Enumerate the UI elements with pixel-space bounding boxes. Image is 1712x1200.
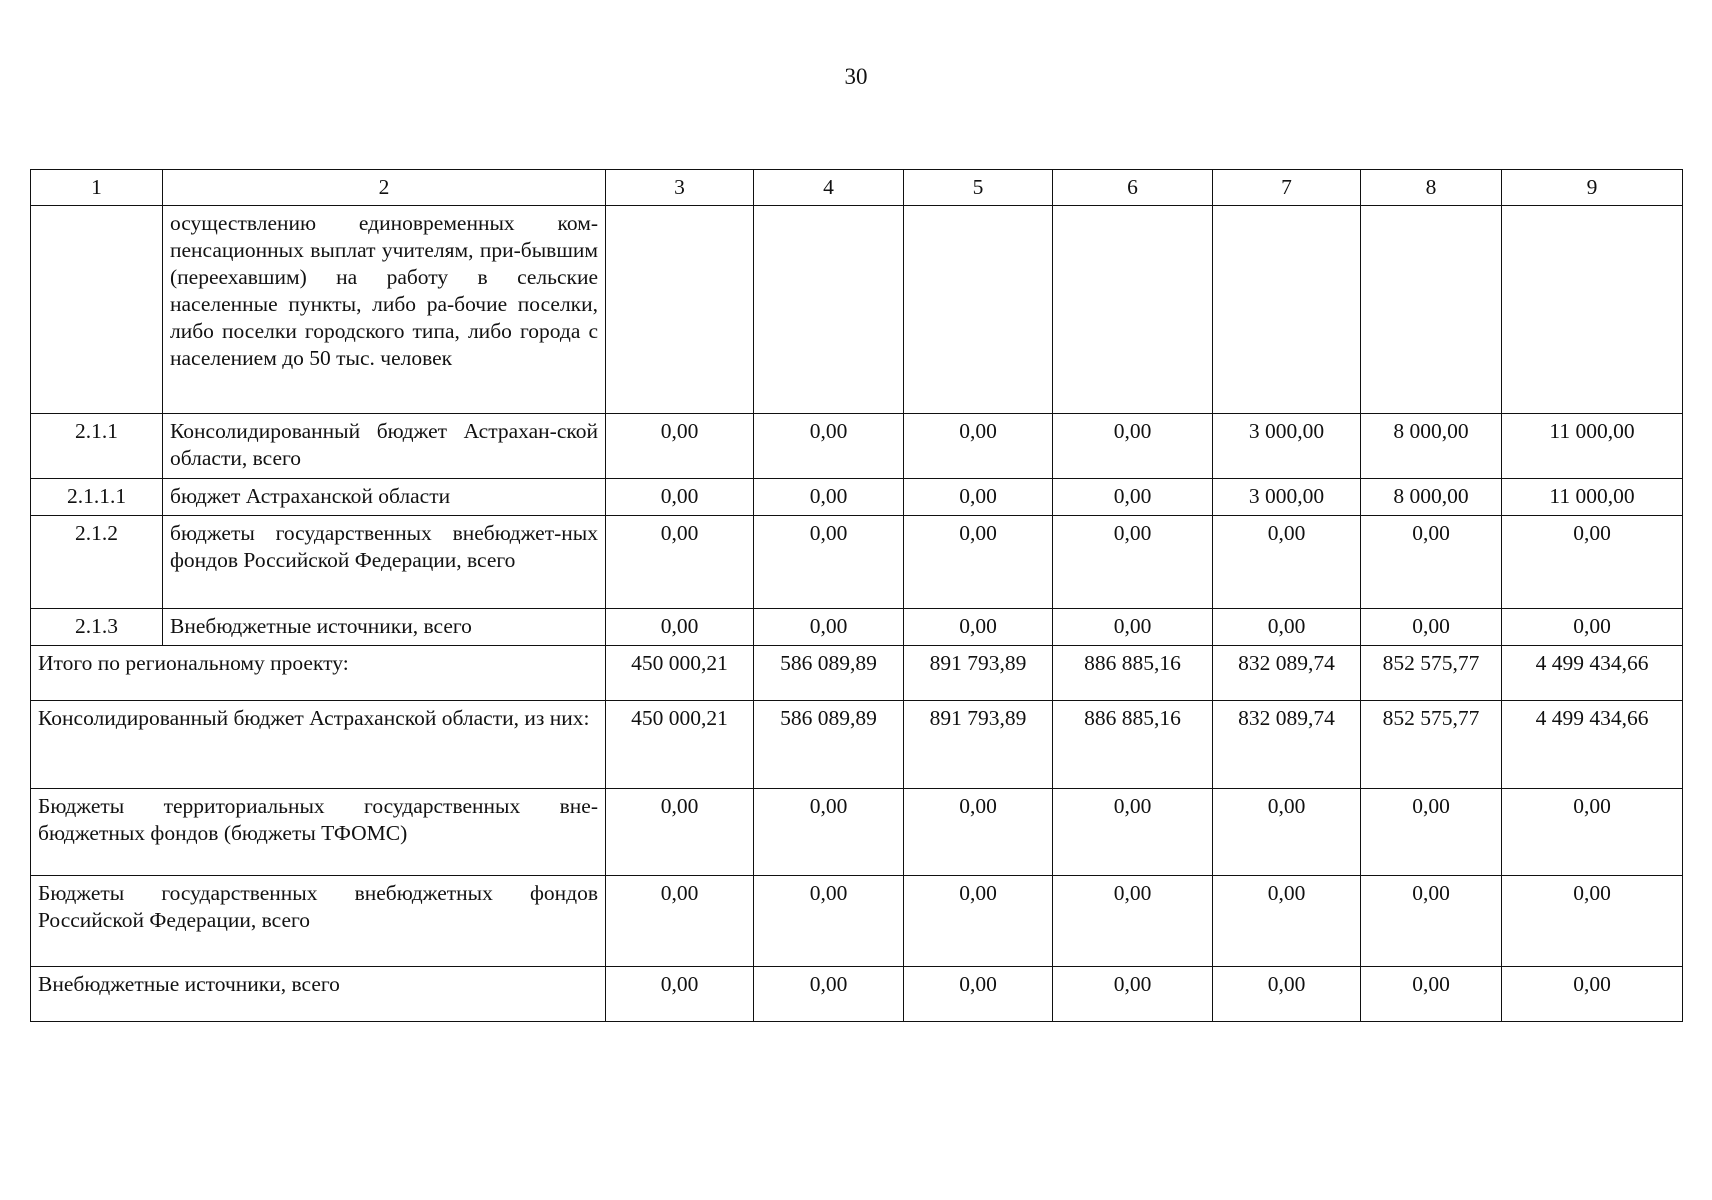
value-cell: 0,00 <box>1053 967 1213 1022</box>
value-cell: 586 089,89 <box>754 646 904 701</box>
value-cell: 0,00 <box>1361 609 1502 646</box>
value-cell: 0,00 <box>1502 876 1683 967</box>
value-cell: 832 089,74 <box>1213 646 1361 701</box>
value-cell: 0,00 <box>1053 414 1213 479</box>
value-cell: 0,00 <box>1053 609 1213 646</box>
value-cell: 0,00 <box>904 414 1053 479</box>
value-cell: 891 793,89 <box>904 701 1053 789</box>
value-cell: 0,00 <box>754 479 904 516</box>
row-code: 2.1.1 <box>31 414 163 479</box>
value-cell: 0,00 <box>904 789 1053 876</box>
column-number: 6 <box>1053 170 1213 206</box>
value-cell: 0,00 <box>606 479 754 516</box>
row-name: бюджеты государственных внебюджет-ных фондов Российской Федерации, всего <box>163 516 606 609</box>
value-cell: 0,00 <box>1502 516 1683 609</box>
value-cell: 886 885,16 <box>1053 646 1213 701</box>
value-cell: 0,00 <box>1053 479 1213 516</box>
value-cell: 4 499 434,66 <box>1502 701 1683 789</box>
value-cell: 0,00 <box>1213 876 1361 967</box>
value-cell: 886 885,16 <box>1053 701 1213 789</box>
value-cell: 8 000,00 <box>1361 414 1502 479</box>
value-cell: 3 000,00 <box>1213 479 1361 516</box>
summary-row <box>31 789 1683 876</box>
value-cell: 0,00 <box>606 414 754 479</box>
value-cell: 0,00 <box>1053 876 1213 967</box>
table-row <box>31 516 1683 609</box>
page-number: 30 <box>844 64 868 89</box>
value-cell: 832 089,74 <box>1213 701 1361 789</box>
summary-label: Бюджеты территориальных государственных вне-бюджетных фондов (бюджеты ТФОМС) <box>31 789 606 876</box>
value-cell: 852 575,77 <box>1361 646 1502 701</box>
table-row <box>31 206 1683 414</box>
column-number: 8 <box>1361 170 1502 206</box>
column-number: 4 <box>754 170 904 206</box>
value-cell: 0,00 <box>606 876 754 967</box>
row-code: 2.1.3 <box>31 609 163 646</box>
value-cell: 0,00 <box>1053 516 1213 609</box>
value-cell: 4 499 434,66 <box>1502 646 1683 701</box>
value-cell: 0,00 <box>606 516 754 609</box>
value-cell: 586 089,89 <box>754 701 904 789</box>
value-cell: 0,00 <box>904 876 1053 967</box>
value-cell: 0,00 <box>754 876 904 967</box>
column-number: 1 <box>31 170 163 206</box>
column-number: 5 <box>904 170 1053 206</box>
column-number: 7 <box>1213 170 1361 206</box>
value-cell: 0,00 <box>1361 516 1502 609</box>
row-code: 2.1.1.1 <box>31 479 163 516</box>
value-cell: 11 000,00 <box>1502 479 1683 516</box>
value-cell <box>1213 206 1361 414</box>
row-name: Внебюджетные источники, всего <box>163 609 606 646</box>
value-cell: 450 000,21 <box>606 646 754 701</box>
summary-row <box>31 876 1683 967</box>
summary-label: Консолидированный бюджет Астраханской области, из них: <box>31 701 606 789</box>
row-code: 2.1.2 <box>31 516 163 609</box>
value-cell: 0,00 <box>1361 967 1502 1022</box>
value-cell: 0,00 <box>754 516 904 609</box>
value-cell <box>1053 206 1213 414</box>
value-cell: 0,00 <box>904 516 1053 609</box>
value-cell <box>904 206 1053 414</box>
value-cell <box>1361 206 1502 414</box>
value-cell: 0,00 <box>606 789 754 876</box>
value-cell <box>1502 206 1683 414</box>
value-cell: 0,00 <box>754 789 904 876</box>
budget-table <box>30 169 1683 1022</box>
value-cell: 0,00 <box>754 414 904 479</box>
value-cell: 0,00 <box>754 967 904 1022</box>
row-name: осуществлению единовременных ком-пенсационных выплат учителям, при-бывшим (переехавшим) на работу в сельские населенные пункты, либо ра-бочие поселки, либо поселки городского типа, либо города с населением до 50 тыс. человек <box>163 206 606 414</box>
value-cell: 0,00 <box>904 479 1053 516</box>
value-cell: 0,00 <box>1361 789 1502 876</box>
table-row <box>31 609 1683 646</box>
value-cell: 0,00 <box>754 609 904 646</box>
summary-label: Внебюджетные источники, всего <box>31 967 606 1022</box>
value-cell: 891 793,89 <box>904 646 1053 701</box>
value-cell <box>754 206 904 414</box>
value-cell: 0,00 <box>1213 789 1361 876</box>
column-number: 9 <box>1502 170 1683 206</box>
value-cell: 0,00 <box>1213 967 1361 1022</box>
summary-label: Бюджеты государственных внебюджетных фондов Российской Федерации, всего <box>31 876 606 967</box>
value-cell: 11 000,00 <box>1502 414 1683 479</box>
table-row <box>31 414 1683 479</box>
value-cell: 0,00 <box>1053 789 1213 876</box>
value-cell: 0,00 <box>1213 516 1361 609</box>
value-cell: 0,00 <box>606 967 754 1022</box>
value-cell: 3 000,00 <box>1213 414 1361 479</box>
table-row <box>31 479 1683 516</box>
value-cell: 852 575,77 <box>1361 701 1502 789</box>
value-cell: 0,00 <box>904 609 1053 646</box>
summary-row <box>31 701 1683 789</box>
summary-row <box>31 646 1683 701</box>
value-cell: 0,00 <box>1502 789 1683 876</box>
value-cell: 0,00 <box>904 967 1053 1022</box>
value-cell: 8 000,00 <box>1361 479 1502 516</box>
column-number: 3 <box>606 170 754 206</box>
value-cell <box>606 206 754 414</box>
value-cell: 0,00 <box>1213 609 1361 646</box>
value-cell: 0,00 <box>1502 609 1683 646</box>
header-row <box>31 170 1683 206</box>
value-cell: 450 000,21 <box>606 701 754 789</box>
value-cell: 0,00 <box>1502 967 1683 1022</box>
summary-row <box>31 967 1683 1022</box>
value-cell: 0,00 <box>1361 876 1502 967</box>
row-code <box>31 206 163 414</box>
row-name: Консолидированный бюджет Астрахан-ской области, всего <box>163 414 606 479</box>
value-cell: 0,00 <box>606 609 754 646</box>
row-name: бюджет Астраханской области <box>163 479 606 516</box>
summary-label: Итого по региональному проекту: <box>31 646 606 701</box>
column-number: 2 <box>163 170 606 206</box>
